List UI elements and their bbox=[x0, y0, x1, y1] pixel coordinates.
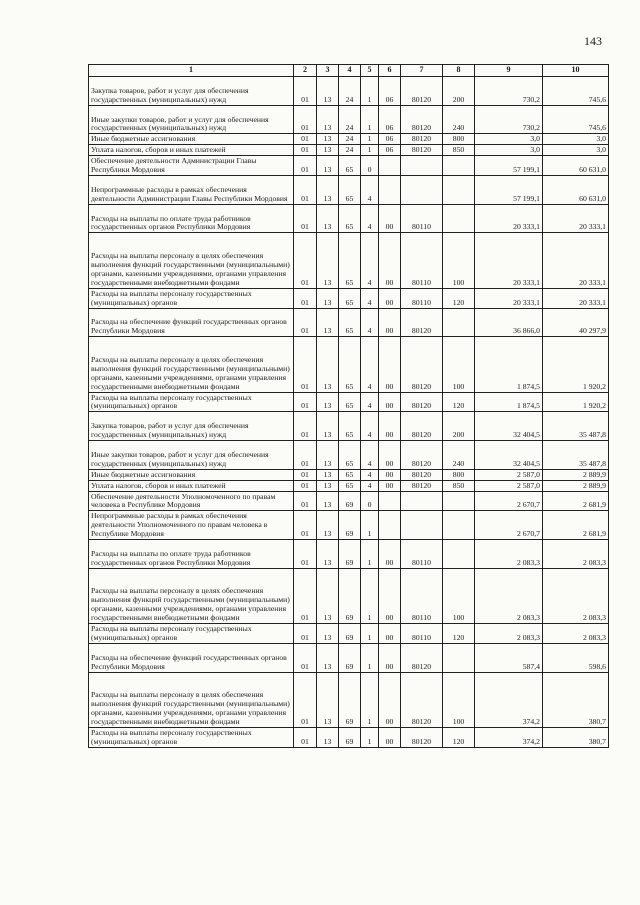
code-cell: 1 bbox=[361, 643, 379, 672]
table-row bbox=[89, 175, 609, 204]
amount-cell: 1 874,5 bbox=[475, 337, 543, 392]
table-row bbox=[89, 288, 609, 308]
row-name-cell: Обеспечение деятельности Администрации Главы Республики Мордовия bbox=[89, 156, 294, 176]
code-cell: 1 bbox=[361, 727, 379, 747]
code-cell: 00 bbox=[379, 672, 401, 727]
code-cell: 01 bbox=[294, 337, 317, 392]
table-row bbox=[89, 511, 609, 540]
row-name-cell: Иные бюджетные ассигнования bbox=[89, 134, 294, 145]
table-row bbox=[89, 392, 609, 412]
code-cell: 13 bbox=[317, 392, 339, 412]
code-cell: 65 bbox=[339, 288, 361, 308]
code-cell: 24 bbox=[339, 134, 361, 145]
header-cell: 1 bbox=[89, 65, 294, 77]
row-name-cell: Расходы на выплаты персоналу в целях обеспечения выполнения функций государственными (муниципальными) органами, казенными учреждениями, органами управления государственными внебюджетными фондами bbox=[89, 337, 294, 392]
code-cell: 80120 bbox=[401, 308, 443, 337]
code-cell: 4 bbox=[361, 288, 379, 308]
table-row bbox=[89, 480, 609, 491]
amount-cell: 35 487,8 bbox=[543, 412, 609, 441]
header-cell: 8 bbox=[443, 65, 475, 77]
amount-cell: 374,2 bbox=[475, 672, 543, 727]
code-cell: 06 bbox=[379, 134, 401, 145]
code-cell: 00 bbox=[379, 624, 401, 644]
code-cell: 100 bbox=[443, 672, 475, 727]
row-name-cell: Расходы на обеспечение функций государственных органов Республики Мордовия bbox=[89, 308, 294, 337]
code-cell bbox=[379, 175, 401, 204]
code-cell: 01 bbox=[294, 233, 317, 288]
code-cell: 00 bbox=[379, 412, 401, 441]
header-cell: 5 bbox=[361, 65, 379, 77]
code-cell: 80110 bbox=[401, 624, 443, 644]
table-row bbox=[89, 145, 609, 156]
code-cell: 65 bbox=[339, 308, 361, 337]
code-cell bbox=[443, 308, 475, 337]
amount-cell: 730,2 bbox=[475, 105, 543, 134]
code-cell: 13 bbox=[317, 643, 339, 672]
amount-cell: 3,0 bbox=[543, 134, 609, 145]
header-cell: 3 bbox=[317, 65, 339, 77]
code-cell bbox=[443, 540, 475, 569]
amount-cell: 2 670,7 bbox=[475, 511, 543, 540]
amount-cell: 2 587,0 bbox=[475, 469, 543, 480]
code-cell: 01 bbox=[294, 568, 317, 623]
code-cell: 01 bbox=[294, 480, 317, 491]
amount-cell: 40 297,9 bbox=[543, 308, 609, 337]
code-cell: 01 bbox=[294, 511, 317, 540]
amount-cell: 2 889,9 bbox=[543, 480, 609, 491]
code-cell: 69 bbox=[339, 643, 361, 672]
amount-cell: 2 083,3 bbox=[475, 568, 543, 623]
amount-cell: 2 083,3 bbox=[543, 568, 609, 623]
code-cell: 80120 bbox=[401, 392, 443, 412]
amount-cell: 60 631,0 bbox=[543, 175, 609, 204]
code-cell: 65 bbox=[339, 412, 361, 441]
code-cell: 13 bbox=[317, 105, 339, 134]
amount-cell: 380,7 bbox=[543, 672, 609, 727]
table-row bbox=[89, 156, 609, 176]
code-cell: 69 bbox=[339, 672, 361, 727]
code-cell: 01 bbox=[294, 469, 317, 480]
code-cell: 00 bbox=[379, 643, 401, 672]
code-cell: 69 bbox=[339, 540, 361, 569]
amount-cell: 380,7 bbox=[543, 727, 609, 747]
code-cell: 80120 bbox=[401, 643, 443, 672]
amount-cell: 2 681,9 bbox=[543, 511, 609, 540]
code-cell: 00 bbox=[379, 204, 401, 233]
code-cell bbox=[401, 511, 443, 540]
row-name-cell: Расходы на выплаты персоналу в целях обеспечения выполнения функций государственными (муниципальными) органами, казенными учреждениями, органами управления государственными внебюджетными фондами bbox=[89, 568, 294, 623]
code-cell: 13 bbox=[317, 337, 339, 392]
code-cell: 01 bbox=[294, 624, 317, 644]
code-cell: 100 bbox=[443, 337, 475, 392]
code-cell: 1 bbox=[361, 145, 379, 156]
code-cell: 1 bbox=[361, 540, 379, 569]
code-cell: 80120 bbox=[401, 105, 443, 134]
code-cell: 01 bbox=[294, 540, 317, 569]
code-cell: 4 bbox=[361, 469, 379, 480]
table-row bbox=[89, 204, 609, 233]
code-cell: 13 bbox=[317, 77, 339, 106]
code-cell: 69 bbox=[339, 624, 361, 644]
table-row bbox=[89, 672, 609, 727]
amount-cell: 2 681,9 bbox=[543, 491, 609, 511]
amount-cell: 20 333,1 bbox=[543, 288, 609, 308]
row-name-cell: Закупка товаров, работ и услуг для обеспечения государственных (муниципальных) нужд bbox=[89, 77, 294, 106]
code-cell: 01 bbox=[294, 156, 317, 176]
table-row bbox=[89, 643, 609, 672]
code-cell: 850 bbox=[443, 145, 475, 156]
code-cell: 200 bbox=[443, 412, 475, 441]
code-cell: 13 bbox=[317, 480, 339, 491]
amount-cell: 1 920,2 bbox=[543, 392, 609, 412]
code-cell: 01 bbox=[294, 441, 317, 470]
code-cell: 13 bbox=[317, 540, 339, 569]
row-name-cell: Иные закупки товаров, работ и услуг для обеспечения государственных (муниципальных) нужд bbox=[89, 105, 294, 134]
code-cell: 850 bbox=[443, 480, 475, 491]
code-cell: 13 bbox=[317, 491, 339, 511]
table-row bbox=[89, 568, 609, 623]
amount-cell: 2 889,9 bbox=[543, 469, 609, 480]
row-name-cell: Расходы на выплаты по оплате труда работников государственных органов Республики Мордовия bbox=[89, 540, 294, 569]
code-cell: 01 bbox=[294, 643, 317, 672]
code-cell: 4 bbox=[361, 480, 379, 491]
code-cell: 00 bbox=[379, 568, 401, 623]
code-cell: 69 bbox=[339, 491, 361, 511]
code-cell: 13 bbox=[317, 233, 339, 288]
code-cell: 65 bbox=[339, 480, 361, 491]
code-cell: 4 bbox=[361, 337, 379, 392]
code-cell bbox=[443, 511, 475, 540]
code-cell: 80120 bbox=[401, 134, 443, 145]
table-row bbox=[89, 727, 609, 747]
amount-cell: 3,0 bbox=[475, 134, 543, 145]
table-row bbox=[89, 412, 609, 441]
amount-cell: 57 199,1 bbox=[475, 156, 543, 176]
header-cell: 6 bbox=[379, 65, 401, 77]
code-cell: 24 bbox=[339, 105, 361, 134]
code-cell: 800 bbox=[443, 469, 475, 480]
row-name-cell: Расходы на обеспечение функций государственных органов Республики Мордовия bbox=[89, 643, 294, 672]
header-cell: 2 bbox=[294, 65, 317, 77]
code-cell: 1 bbox=[361, 568, 379, 623]
code-cell: 80120 bbox=[401, 469, 443, 480]
code-cell: 100 bbox=[443, 233, 475, 288]
code-cell bbox=[401, 491, 443, 511]
code-cell: 1 bbox=[361, 511, 379, 540]
row-name-cell: Расходы на выплаты персоналу государственных (муниципальных) органов bbox=[89, 392, 294, 412]
row-name-cell: Расходы на выплаты персоналу в целях обеспечения выполнения функций государственными (муниципальными) органами, казенными учреждениями, органами управления государственными внебюджетными фондами bbox=[89, 672, 294, 727]
amount-cell: 20 333,1 bbox=[543, 233, 609, 288]
code-cell: 200 bbox=[443, 77, 475, 106]
code-cell bbox=[401, 175, 443, 204]
code-cell: 4 bbox=[361, 392, 379, 412]
code-cell: 24 bbox=[339, 77, 361, 106]
code-cell: 1 bbox=[361, 672, 379, 727]
code-cell: 13 bbox=[317, 308, 339, 337]
code-cell: 13 bbox=[317, 175, 339, 204]
code-cell: 00 bbox=[379, 233, 401, 288]
code-cell: 13 bbox=[317, 469, 339, 480]
amount-cell: 35 487,8 bbox=[543, 441, 609, 470]
code-cell: 65 bbox=[339, 204, 361, 233]
code-cell: 80120 bbox=[401, 480, 443, 491]
code-cell: 4 bbox=[361, 204, 379, 233]
amount-cell: 3,0 bbox=[475, 145, 543, 156]
code-cell: 00 bbox=[379, 469, 401, 480]
code-cell: 00 bbox=[379, 337, 401, 392]
code-cell: 240 bbox=[443, 441, 475, 470]
code-cell: 65 bbox=[339, 156, 361, 176]
table-header-row bbox=[89, 65, 609, 77]
code-cell: 01 bbox=[294, 727, 317, 747]
header-cell: 7 bbox=[401, 65, 443, 77]
code-cell: 13 bbox=[317, 412, 339, 441]
amount-cell: 2 083,3 bbox=[475, 624, 543, 644]
table-row bbox=[89, 337, 609, 392]
code-cell: 80110 bbox=[401, 288, 443, 308]
code-cell: 80120 bbox=[401, 145, 443, 156]
code-cell: 01 bbox=[294, 672, 317, 727]
code-cell: 120 bbox=[443, 624, 475, 644]
code-cell: 01 bbox=[294, 491, 317, 511]
code-cell: 13 bbox=[317, 441, 339, 470]
code-cell: 00 bbox=[379, 392, 401, 412]
amount-cell: 1 920,2 bbox=[543, 337, 609, 392]
code-cell: 80110 bbox=[401, 233, 443, 288]
code-cell: 80110 bbox=[401, 540, 443, 569]
code-cell: 24 bbox=[339, 145, 361, 156]
code-cell: 01 bbox=[294, 145, 317, 156]
amount-cell: 32 404,5 bbox=[475, 412, 543, 441]
code-cell bbox=[443, 156, 475, 176]
code-cell: 01 bbox=[294, 77, 317, 106]
budget-table bbox=[88, 64, 609, 748]
amount-cell: 2 083,3 bbox=[543, 540, 609, 569]
row-name-cell: Расходы на выплаты персоналу в целях обеспечения выполнения функций государственными (муниципальными) органами, казенными учреждениями, органами управления государственными внебюджетными фондами bbox=[89, 233, 294, 288]
table-row bbox=[89, 624, 609, 644]
amount-cell: 2 083,3 bbox=[475, 540, 543, 569]
code-cell bbox=[443, 491, 475, 511]
code-cell: 01 bbox=[294, 288, 317, 308]
code-cell: 800 bbox=[443, 134, 475, 145]
amount-cell: 20 333,1 bbox=[475, 288, 543, 308]
code-cell: 4 bbox=[361, 175, 379, 204]
code-cell: 06 bbox=[379, 105, 401, 134]
row-name-cell: Расходы на выплаты персоналу государственных (муниципальных) органов bbox=[89, 624, 294, 644]
code-cell: 80120 bbox=[401, 412, 443, 441]
code-cell: 00 bbox=[379, 727, 401, 747]
table-row bbox=[89, 491, 609, 511]
table-row bbox=[89, 134, 609, 145]
header-cell: 4 bbox=[339, 65, 361, 77]
code-cell: 69 bbox=[339, 727, 361, 747]
code-cell bbox=[379, 511, 401, 540]
code-cell: 1 bbox=[361, 105, 379, 134]
code-cell: 4 bbox=[361, 233, 379, 288]
row-name-cell: Расходы на выплаты по оплате труда работников государственных органов Республики Мордовия bbox=[89, 204, 294, 233]
code-cell: 00 bbox=[379, 308, 401, 337]
code-cell: 01 bbox=[294, 105, 317, 134]
amount-cell: 730,2 bbox=[475, 77, 543, 106]
code-cell: 01 bbox=[294, 134, 317, 145]
code-cell bbox=[401, 156, 443, 176]
row-name-cell: Уплата налогов, сборов и иных платежей bbox=[89, 145, 294, 156]
code-cell: 80120 bbox=[401, 672, 443, 727]
code-cell: 01 bbox=[294, 412, 317, 441]
code-cell: 240 bbox=[443, 105, 475, 134]
amount-cell: 32 404,5 bbox=[475, 441, 543, 470]
row-name-cell: Иные закупки товаров, работ и услуг для обеспечения государственных (муниципальных) нужд bbox=[89, 441, 294, 470]
code-cell: 65 bbox=[339, 441, 361, 470]
code-cell bbox=[443, 643, 475, 672]
code-cell: 06 bbox=[379, 145, 401, 156]
amount-cell: 36 866,0 bbox=[475, 308, 543, 337]
code-cell: 00 bbox=[379, 540, 401, 569]
header-cell: 9 bbox=[475, 65, 543, 77]
code-cell: 01 bbox=[294, 175, 317, 204]
code-cell: 4 bbox=[361, 441, 379, 470]
amount-cell: 20 333,1 bbox=[475, 233, 543, 288]
amount-cell: 2 587,0 bbox=[475, 480, 543, 491]
amount-cell: 598,6 bbox=[543, 643, 609, 672]
code-cell: 13 bbox=[317, 624, 339, 644]
code-cell: 4 bbox=[361, 412, 379, 441]
table-row bbox=[89, 308, 609, 337]
row-name-cell: Расходы на выплаты персоналу государственных (муниципальных) органов bbox=[89, 727, 294, 747]
page-number: 143 bbox=[584, 34, 602, 48]
code-cell: 00 bbox=[379, 480, 401, 491]
code-cell: 120 bbox=[443, 727, 475, 747]
row-name-cell: Непрограммные расходы в рамках обеспечения деятельности Уполномоченного по правам человека в Республике Мордовия bbox=[89, 511, 294, 540]
code-cell bbox=[379, 491, 401, 511]
code-cell: 06 bbox=[379, 77, 401, 106]
code-cell: 13 bbox=[317, 288, 339, 308]
code-cell: 0 bbox=[361, 491, 379, 511]
amount-cell: 1 874,5 bbox=[475, 392, 543, 412]
amount-cell: 745,6 bbox=[543, 105, 609, 134]
code-cell: 65 bbox=[339, 469, 361, 480]
row-name-cell: Расходы на выплаты персоналу государственных (муниципальных) органов bbox=[89, 288, 294, 308]
code-cell: 80120 bbox=[401, 337, 443, 392]
table-row bbox=[89, 77, 609, 106]
code-cell: 80120 bbox=[401, 727, 443, 747]
code-cell: 65 bbox=[339, 337, 361, 392]
code-cell: 1 bbox=[361, 134, 379, 145]
amount-cell: 57 199,1 bbox=[475, 175, 543, 204]
amount-cell: 20 333,1 bbox=[475, 204, 543, 233]
code-cell: 80110 bbox=[401, 204, 443, 233]
table-row bbox=[89, 233, 609, 288]
amount-cell: 587,4 bbox=[475, 643, 543, 672]
table-row bbox=[89, 540, 609, 569]
row-name-cell: Уплата налогов, сборов и иных платежей bbox=[89, 480, 294, 491]
code-cell: 1 bbox=[361, 624, 379, 644]
code-cell bbox=[379, 156, 401, 176]
amount-cell: 60 631,0 bbox=[543, 156, 609, 176]
code-cell: 00 bbox=[379, 441, 401, 470]
code-cell: 80110 bbox=[401, 568, 443, 623]
code-cell: 65 bbox=[339, 392, 361, 412]
code-cell: 0 bbox=[361, 156, 379, 176]
code-cell: 13 bbox=[317, 672, 339, 727]
code-cell: 01 bbox=[294, 392, 317, 412]
code-cell: 100 bbox=[443, 568, 475, 623]
code-cell: 69 bbox=[339, 511, 361, 540]
amount-cell: 20 333,1 bbox=[543, 204, 609, 233]
code-cell: 00 bbox=[379, 288, 401, 308]
code-cell: 4 bbox=[361, 308, 379, 337]
table-row bbox=[89, 469, 609, 480]
code-cell: 01 bbox=[294, 308, 317, 337]
code-cell: 120 bbox=[443, 392, 475, 412]
row-name-cell: Закупка товаров, работ и услуг для обеспечения государственных (муниципальных) нужд bbox=[89, 412, 294, 441]
row-name-cell: Непрограммные расходы в рамках обеспечения деятельности Администрации Главы Республики Мордовия bbox=[89, 175, 294, 204]
amount-cell: 2 083,3 bbox=[543, 624, 609, 644]
code-cell: 13 bbox=[317, 511, 339, 540]
amount-cell: 374,2 bbox=[475, 727, 543, 747]
table-row bbox=[89, 441, 609, 470]
code-cell: 69 bbox=[339, 568, 361, 623]
row-name-cell: Иные бюджетные ассигнования bbox=[89, 469, 294, 480]
code-cell: 13 bbox=[317, 145, 339, 156]
amount-cell: 2 670,7 bbox=[475, 491, 543, 511]
code-cell: 1 bbox=[361, 77, 379, 106]
code-cell: 80120 bbox=[401, 77, 443, 106]
amount-cell: 745,6 bbox=[543, 77, 609, 106]
code-cell: 120 bbox=[443, 288, 475, 308]
table-row bbox=[89, 105, 609, 134]
code-cell bbox=[443, 175, 475, 204]
code-cell: 13 bbox=[317, 568, 339, 623]
code-cell: 01 bbox=[294, 204, 317, 233]
code-cell: 13 bbox=[317, 727, 339, 747]
code-cell bbox=[443, 204, 475, 233]
code-cell: 80120 bbox=[401, 441, 443, 470]
header-cell: 10 bbox=[543, 65, 609, 77]
code-cell: 13 bbox=[317, 156, 339, 176]
code-cell: 13 bbox=[317, 134, 339, 145]
code-cell: 65 bbox=[339, 233, 361, 288]
amount-cell: 3,0 bbox=[543, 145, 609, 156]
row-name-cell: Обеспечение деятельности Уполномоченного по правам человека в Республике Мордовия bbox=[89, 491, 294, 511]
code-cell: 13 bbox=[317, 204, 339, 233]
code-cell: 65 bbox=[339, 175, 361, 204]
